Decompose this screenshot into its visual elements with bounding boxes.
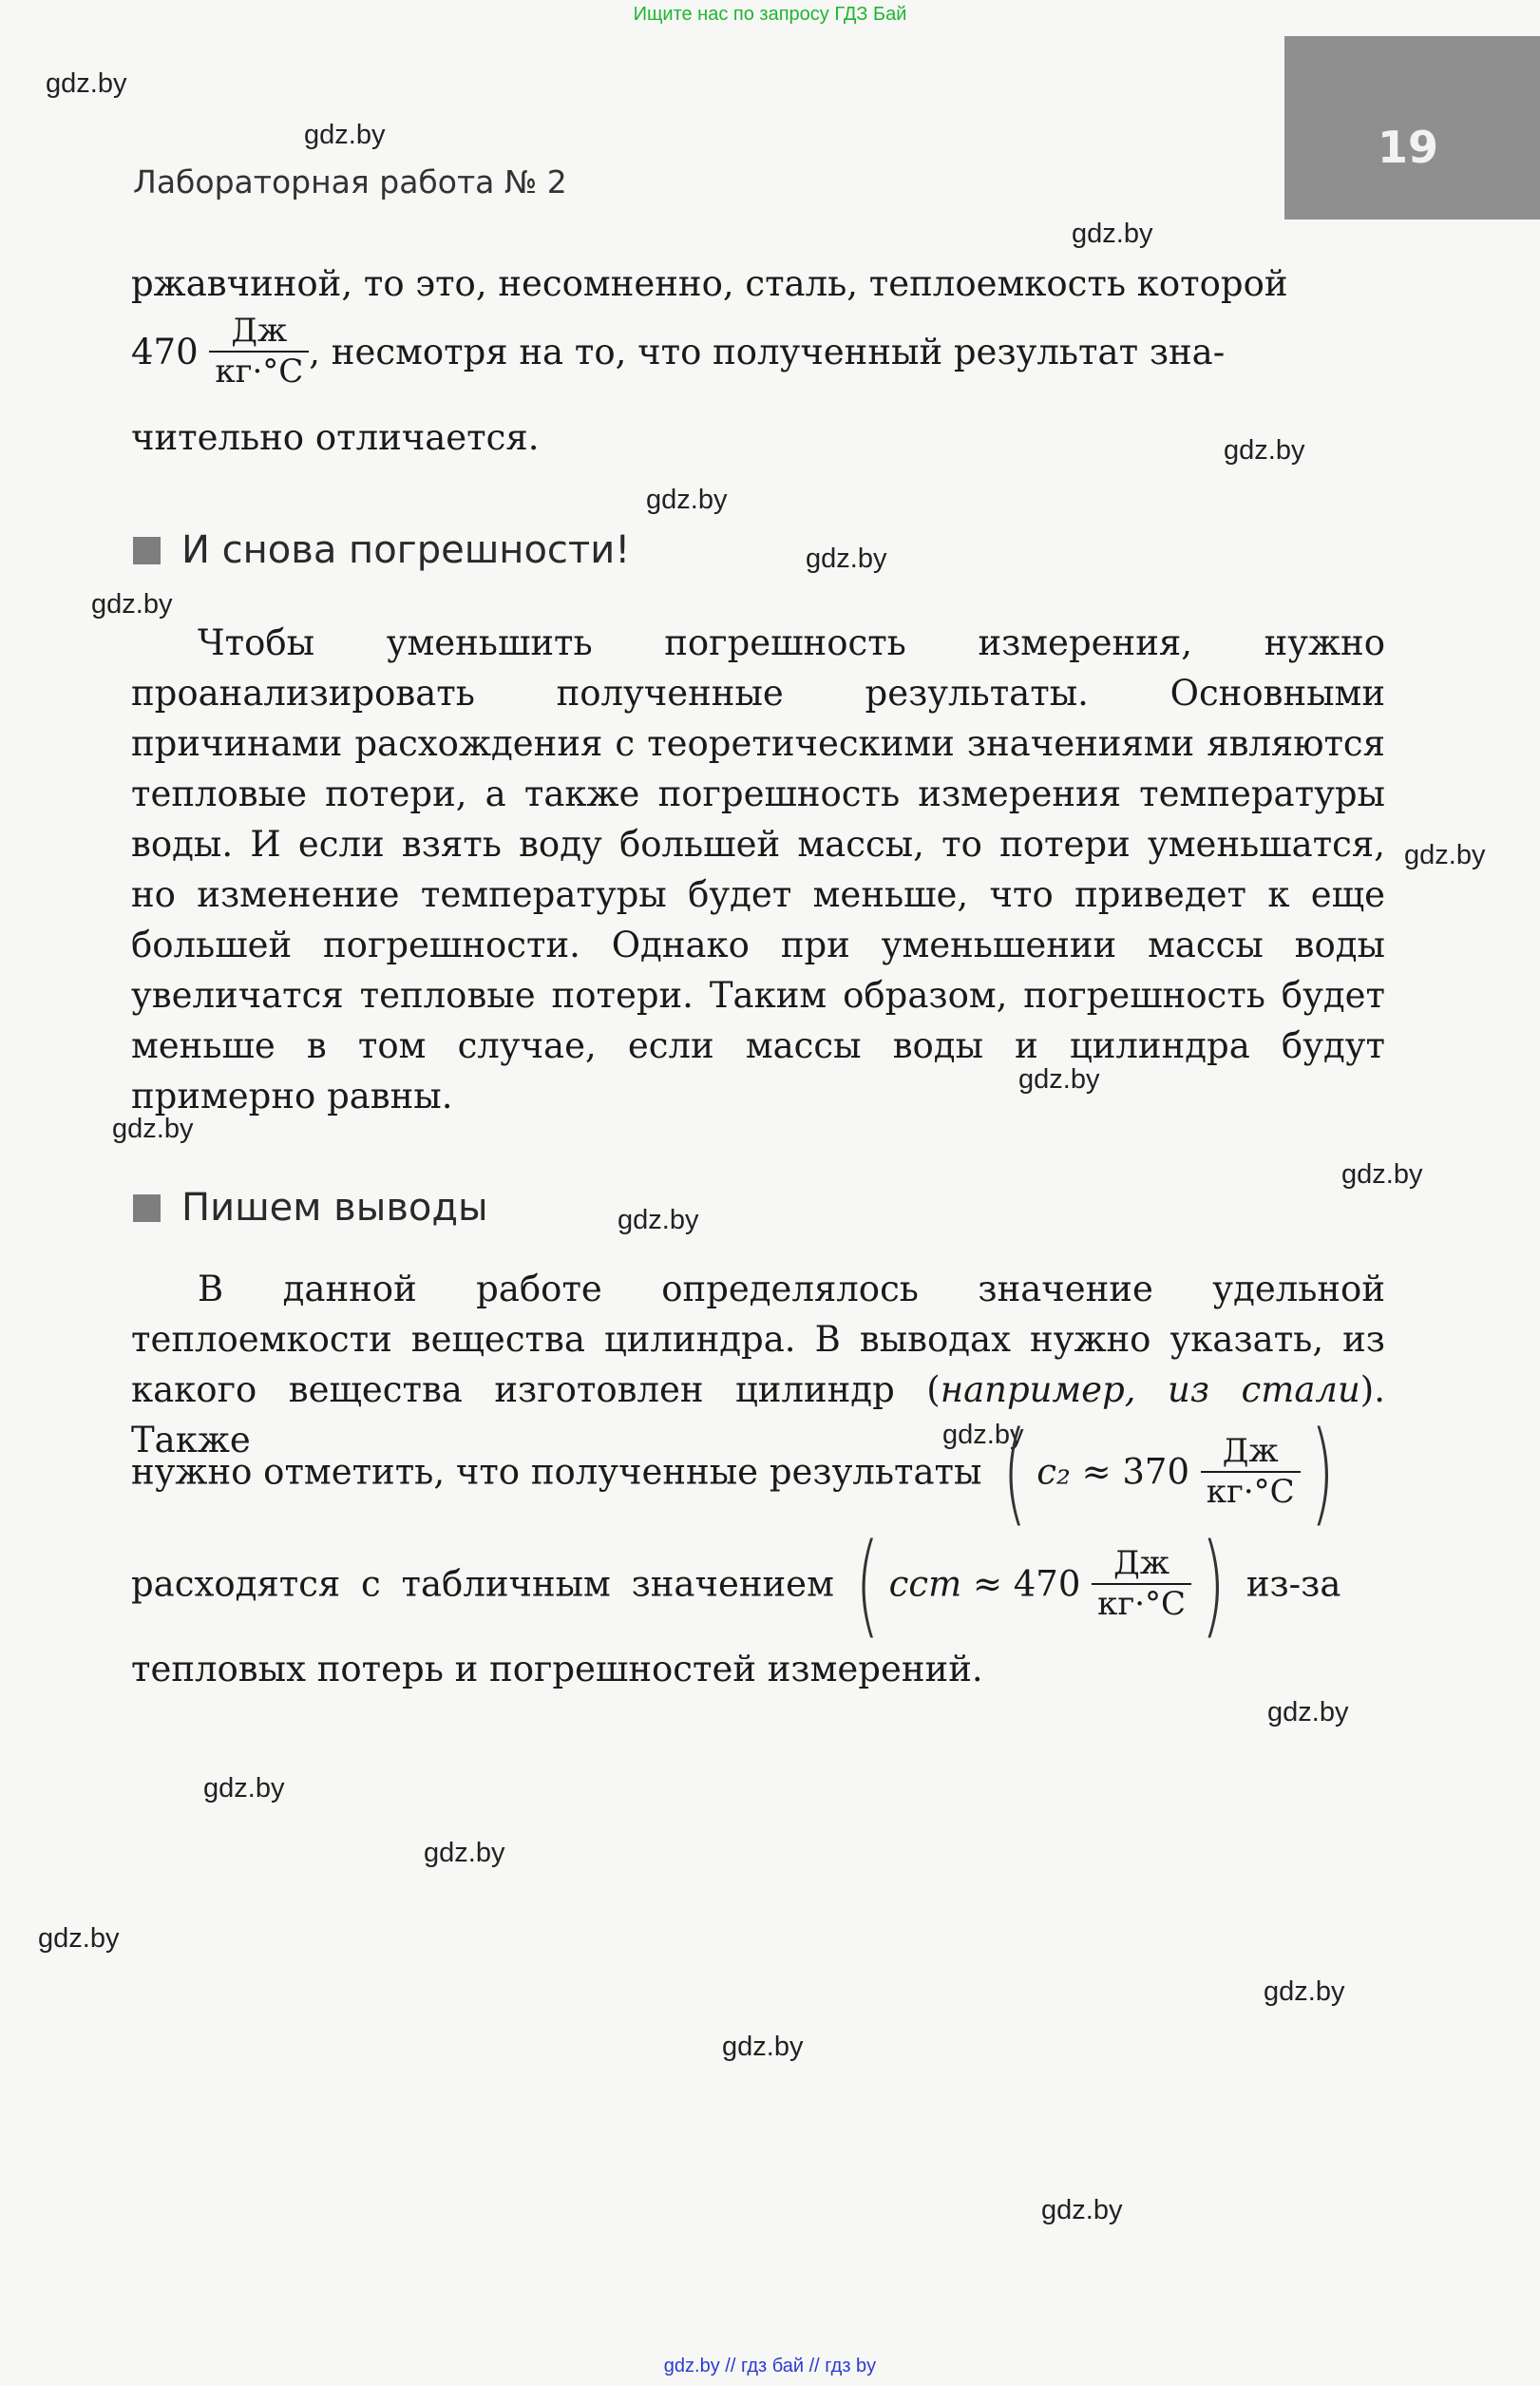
watermark: gdz.by <box>942 1420 1024 1450</box>
watermark: gdz.by <box>806 544 887 574</box>
intro-line-2: 470 $\frac{Дж}{кг\cdot^\circ C}$ , несмотря на то, что полученный результат зна- <box>131 312 1226 391</box>
watermark: gdz.by <box>38 1923 120 1954</box>
section-2-paragraph: В данной работе определялось значение удельной теплоемкости вещества цилиндра. В выводах нужно указать, из какого вещества изготовлен цилиндр (например, из стали). Также <box>131 1269 1385 1460</box>
watermark: gdz.by <box>1072 219 1153 249</box>
bottom-banner: gdz.by // гдз бай // гдз by <box>663 2356 877 2376</box>
watermark: gdz.by <box>1267 1697 1349 1727</box>
watermark: gdz.by <box>304 120 386 150</box>
watermark: gdz.by <box>618 1205 699 1235</box>
watermark: gdz.by <box>203 1773 285 1804</box>
square-bullet-icon <box>133 537 161 564</box>
specific-heat-value: 470 <box>131 331 199 372</box>
watermark: gdz.by <box>646 485 728 515</box>
watermark: gdz.by <box>91 589 173 620</box>
watermark: gdz.by <box>112 1114 194 1144</box>
section-heading: И снова погрешности! <box>133 528 630 572</box>
watermark: gdz.by <box>1264 1976 1345 2007</box>
square-bullet-icon <box>133 1194 161 1222</box>
top-banner: Ищите нас по запросу ГДЗ Бай <box>633 4 907 25</box>
watermark: gdz.by <box>424 1838 505 1868</box>
watermark: gdz.by <box>1041 2195 1123 2225</box>
diverge-line: расходятся с табличным значением ( cст ≈ 470 $\frac{Дж}{кг\cdot^\circ C}$ ) из-за <box>131 1518 1341 1650</box>
watermark: gdz.by <box>46 68 127 99</box>
intro-line-1: ржавчиной, то это, несомненно, сталь, теплоемкость которой <box>131 263 1288 304</box>
page-number: 19 <box>1378 122 1439 173</box>
watermark: gdz.by <box>1224 435 1305 466</box>
unit-fraction: $\frac{Дж}{кг\cdot^\circ C}$ <box>1201 1434 1301 1511</box>
final-line: тепловых потерь и погрешностей измерений. <box>131 1649 983 1689</box>
section-heading: Пишем выводы <box>133 1186 488 1230</box>
unit-fraction: $\frac{Дж}{кг\cdot^\circ C}$ <box>209 314 309 391</box>
watermark: gdz.by <box>1404 840 1486 870</box>
watermark: gdz.by <box>1341 1159 1423 1190</box>
intro-line-3: чительно отличается. <box>131 417 540 458</box>
running-head: Лабораторная работа № 2 <box>133 163 567 200</box>
section-1-paragraph: Чтобы уменьшить погрешность измерения, нужно проанализировать полученные результаты. Основными причинами расхождения с теоретическими значениями являются тепловые потери, а также погрешность измерения температуры воды. И если взять воду большей массы, то потери уменьшатся, но изменение температуры будет меньше, что приведет к еще большей погрешности. Однако при уменьшении массы воды увеличатся тепловые потери. Таким образом, погрешность будет меньше в том случае, если массы воды и цилиндра будут примерно равны. <box>131 622 1385 1117</box>
watermark: gdz.by <box>1018 1064 1100 1095</box>
formula-measured: c₂ ≈ 370 <box>1036 1451 1189 1493</box>
results-line: нужно отметить, что полученные результаты ( c₂ ≈ 370 $\frac{Дж}{кг\cdot^\circ C}$ ) <box>131 1406 1335 1537</box>
watermark: gdz.by <box>722 2032 804 2062</box>
formula-table: cст ≈ 470 <box>888 1563 1081 1605</box>
unit-fraction: $\frac{Дж}{кг\cdot^\circ C}$ <box>1092 1546 1191 1623</box>
